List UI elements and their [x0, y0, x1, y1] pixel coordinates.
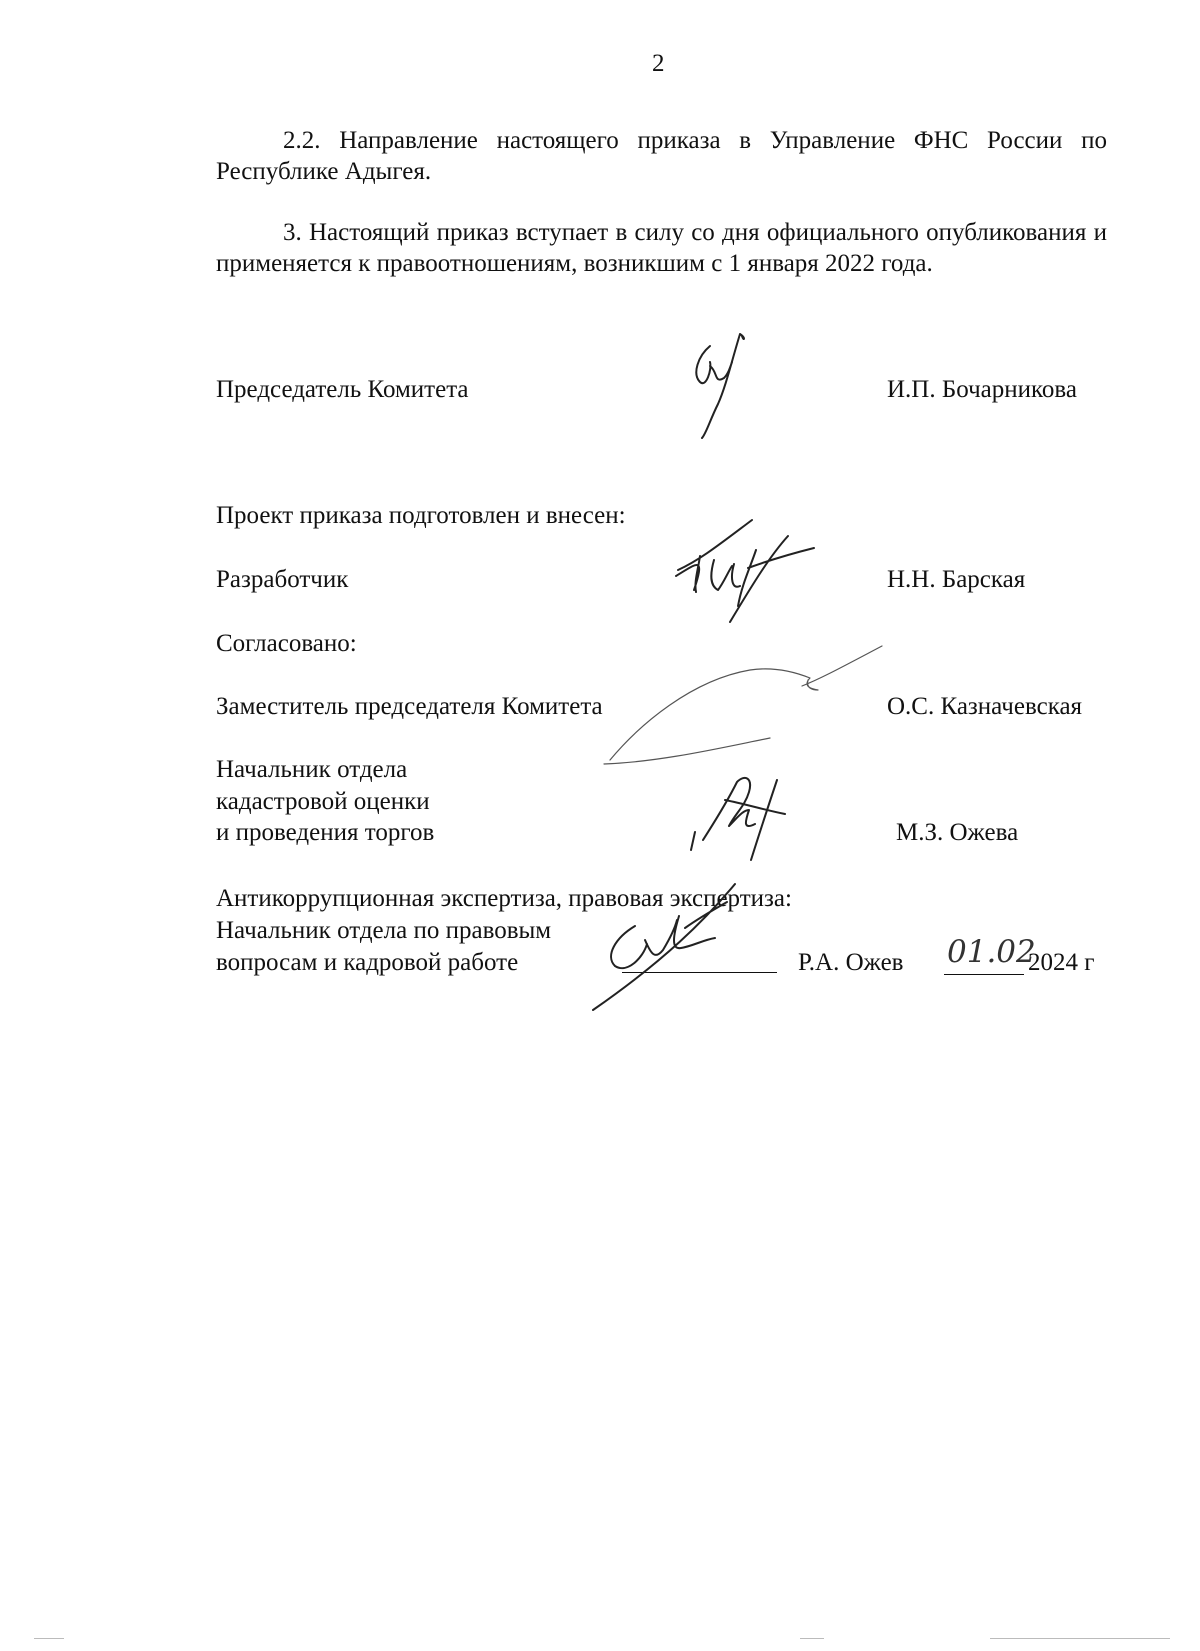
developer-title: Разработчик [216, 566, 349, 593]
developer-name: Н.Н. Барская [887, 566, 1026, 593]
chairman-title: Председатель Комитета [216, 376, 469, 403]
scan-artifact [800, 1638, 824, 1639]
deputy-name: О.С. Казначевская [887, 693, 1083, 720]
scan-artifact [990, 1638, 1170, 1639]
cadastral-name: М.З. Ожева [896, 819, 1019, 846]
page-number: 2 [652, 50, 665, 77]
deputy-signature [600, 640, 890, 770]
legal-title-line1: Начальник отдела по правовым [216, 917, 552, 944]
cadastral-title-line1: Начальник отдела [216, 756, 408, 783]
cadastral-signature [685, 770, 795, 870]
chairman-name: И.П. Бочарникова [887, 376, 1077, 403]
legal-name: Р.А. Ожев [798, 949, 904, 976]
developer-signature [670, 520, 830, 625]
paragraph-2-2: 2.2. Направление настоящего приказа в Управление ФНС России по Республике Адыгея. [216, 127, 1107, 185]
cadastral-title-line3: и проведения торгов [216, 819, 435, 846]
legal-title-line2: вопросам и кадровой работе [216, 949, 519, 976]
chairman-signature [680, 330, 760, 440]
paragraph-3: 3. Настоящий приказ вступает в силу со дня официального опубликования и применяется к правоотношениям, возникшим с 1 января 2022 года. [216, 219, 1107, 277]
legal-year: 2024 г [1028, 949, 1095, 976]
legal-date-handwritten: 01.02 [947, 934, 1036, 970]
agreed-heading: Согласовано: [216, 630, 357, 657]
cadastral-title-line2: кадастровой оценки [216, 788, 430, 815]
legal-signature [585, 880, 755, 1015]
deputy-title: Заместитель председателя Комитета [216, 693, 603, 720]
expertise-heading: Антикоррупционная экспертиза, правовая экспертиза: [216, 885, 792, 912]
project-heading: Проект приказа подготовлен и внесен: [216, 502, 626, 529]
scan-artifact [34, 1638, 64, 1639]
legal-date-line [944, 974, 1024, 975]
